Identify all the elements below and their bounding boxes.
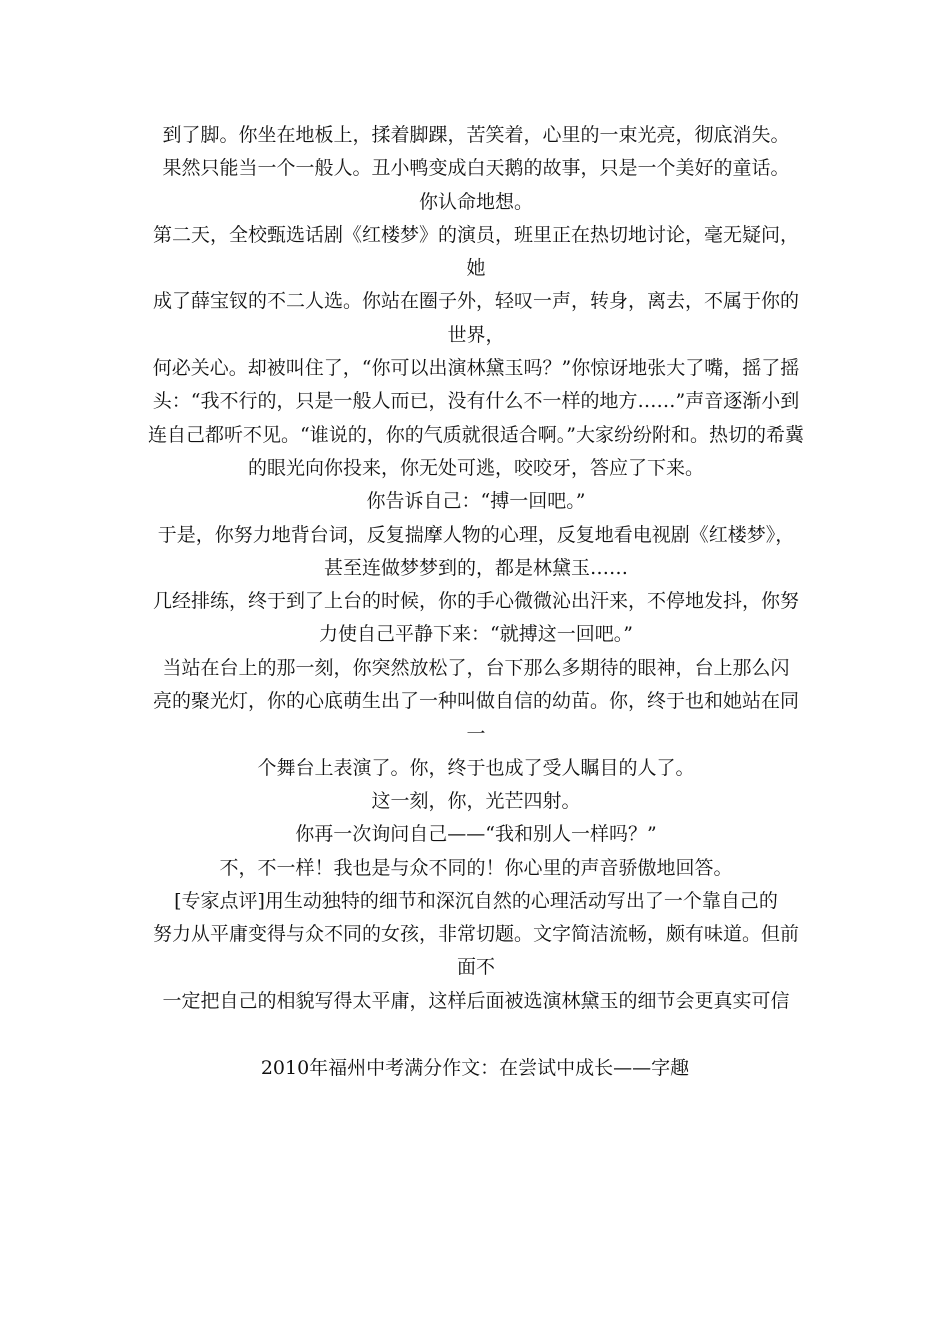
text-line: 你认命地想。 [418,190,533,213]
text-line: 成了薛宝钗的不二人选。你站在圈子外，轻叹一声，转身，离去，不属于你的世界， [152,290,799,346]
text-line: 你再一次询问自己——“我和别人一样吗？” [295,823,657,846]
expert-comment-line: 一定把自己的相貌写得太平庸，这样后面被选演林黛玉的细节会更真实可信 [162,989,790,1012]
text-line: 于是，你努力地背台词，反复揣摩人物的心理，反复地看电视剧《红楼梦》， [157,523,795,546]
text-line: 的眼光向你投来，你无处可逃，咬咬牙，答应了下来。 [247,456,704,479]
essay-title: 2010年福州中考满分作文：在尝试中成长——字趣 [260,1057,690,1079]
text-line: 甚至连做梦梦到的，都是林黛玉…… [323,556,628,579]
essay-body [144,119,808,1018]
text-line: 到了脚。你坐在地板上，揉着脚踝，苦笑着，心里的一束光亮，彻底消失。 [162,124,790,146]
text-line: 这一刻，你，光芒四射。 [371,789,581,812]
text-line: 个舞台上表演了。你，终于也成了受人瞩目的人了。 [257,756,695,779]
text-line: 果然只能当一个一般人。丑小鸭变成白天鹅的故事，只是一个美好的童话。 [162,157,790,180]
text-line: 亮的聚光灯，你的心底萌生出了一种叫做自信的幼苗。你，终于也和她站在同一 [152,690,799,746]
text-line: 几经排练，终于到了上台的时候，你的手心微微沁出汗来，不停地发抖，你努 [152,590,799,613]
expert-comment-line: 努力从平庸变得与众不同的女孩，非常切题。文字简洁流畅，颇有味道。但前面不 [152,923,799,979]
text-line: 你告诉自己：“搏一回吧。” [366,490,586,513]
text-line: 连自己都听不见。“谁说的，你的气质就很适合啊。”大家纷纷附和。热切的希冀 [148,423,804,446]
text-line: 当站在台上的那一刻，你突然放松了，台下那么多期待的眼神，台上那么闪 [162,656,790,679]
text-line: 力使自己平静下来：“就搏这一回吧。” [319,623,633,646]
text-line: 第二天，全校甄选话剧《红楼梦》的演员，班里正在热切地讨论，毫无疑问，她 [152,223,799,280]
expert-comment-line: [专家点评]用生动独特的细节和深沉自然的心理活动写出了一个靠自己的 [174,889,778,912]
text-line: 不，不一样！我也是与众不同的！你心里的声音骄傲地回答。 [219,856,733,879]
text-line: 何必关心。却被叫住了，“你可以出演林黛玉吗？”你惊讶地张大了嘴，摇了摇 [152,357,800,380]
text-line: 头：“我不行的，只是一般人而已，没有什么不一样的地方……”声音逐渐小到 [152,390,800,413]
